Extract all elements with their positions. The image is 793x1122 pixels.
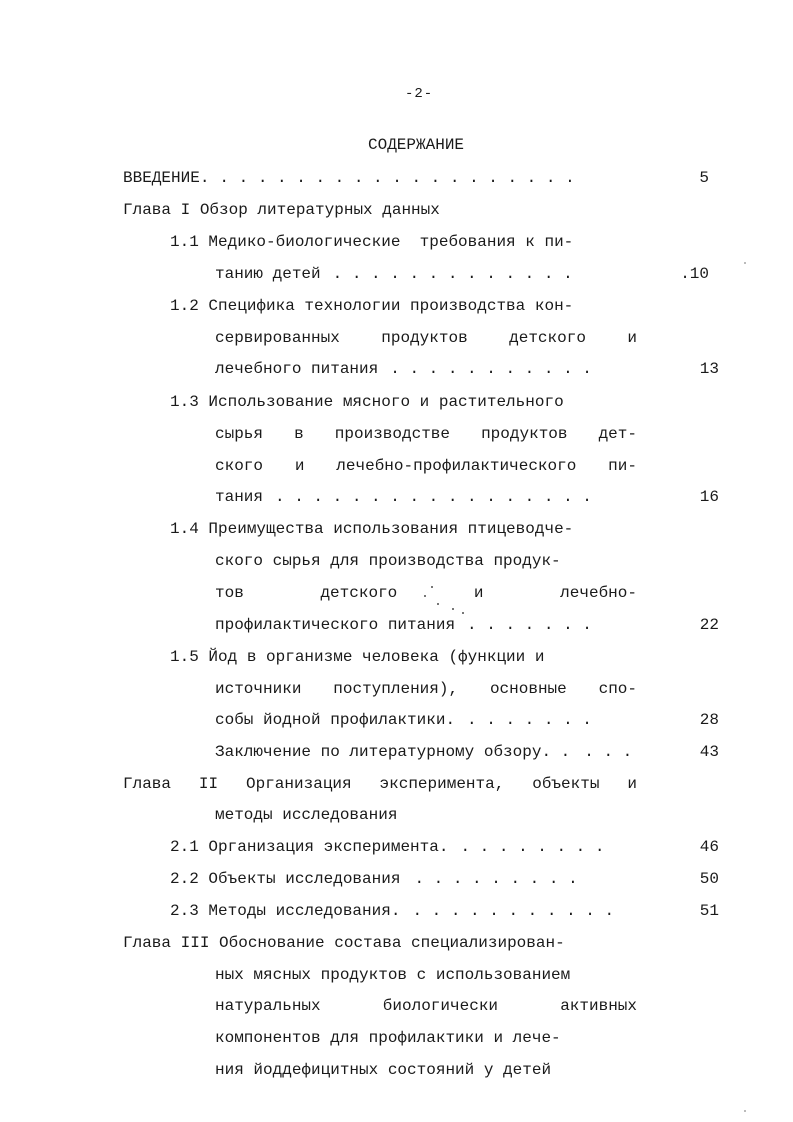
toc-entry-2-2 xyxy=(170,867,719,891)
toc-entry-2-3 xyxy=(170,899,719,923)
word: и xyxy=(473,584,484,602)
scan-speck xyxy=(744,1110,746,1112)
entry-title: 2.1 Организация эксперимента. xyxy=(170,838,449,856)
entry-page: 13 xyxy=(699,360,719,378)
toc-entry-1-2-line1: 1.2 Специфика технологии производства кон- xyxy=(170,297,574,315)
word: эксперимента, xyxy=(379,775,505,793)
entry-title: профилактического питания xyxy=(215,616,456,634)
scan-speck xyxy=(744,262,746,264)
toc-entry-1-4-line4 xyxy=(215,613,719,637)
word: натуральных xyxy=(215,997,321,1015)
word: детского xyxy=(509,329,586,347)
entry-page: 16 xyxy=(699,488,719,506)
toc-entry-1-5-line1: 1.5 Йод в организме человека (функции и xyxy=(170,648,545,666)
chapter-1-title: Глава I Обзор литературных данных xyxy=(123,201,440,219)
word: и xyxy=(294,457,305,475)
word: и xyxy=(627,329,637,347)
toc-entry-1-1-line1: 1.1 Медико-биологические требования к пи- xyxy=(170,233,574,251)
chapter-2-line1 xyxy=(123,772,637,796)
leader-dots: . . . . . . . . xyxy=(460,838,605,856)
word: дет- xyxy=(598,425,637,443)
toc-entry-1-2-line2 xyxy=(215,326,637,350)
word: Глава xyxy=(123,775,172,793)
entry-title: танию детей xyxy=(215,265,321,283)
toc-entry-1-3-line3 xyxy=(215,454,637,478)
word: объекты xyxy=(532,775,600,793)
entry-title: ВВЕДЕНИЕ. xyxy=(123,169,210,187)
word: продуктов xyxy=(481,425,568,443)
word: продуктов xyxy=(381,329,468,347)
chapter-3-line1: Глава III Обоснование состава специализирован- xyxy=(123,934,565,952)
toc-entry-conclusion xyxy=(215,740,719,764)
scan-speck xyxy=(452,608,454,610)
toc-entry-1-3-line2 xyxy=(215,422,637,446)
scan-speck xyxy=(431,586,433,588)
leader-dots: . . . . . . . . . . . . . . . . . . . xyxy=(219,169,575,187)
toc-entry-1-5-line2 xyxy=(215,677,637,701)
leader-dots: . . . . . . . . . . . . . xyxy=(332,265,573,283)
word: Организация xyxy=(246,775,352,793)
entry-title: 2.3 Методы исследования. xyxy=(170,902,401,920)
entry-title: лечебного питания xyxy=(215,360,379,378)
toc-entry-1-2-line3 xyxy=(215,357,719,381)
scan-speck xyxy=(437,603,439,605)
word: лечебно-профилактического xyxy=(336,457,577,475)
entry-title: 2.2 Объекты исследования xyxy=(170,870,401,888)
entry-title: собы йодной профилактики. xyxy=(215,711,456,729)
word: сервированных xyxy=(215,329,340,347)
word: поступления), xyxy=(333,680,459,698)
leader-dots: . . . . . . . xyxy=(467,711,592,729)
leader-dots: . . . . . . . xyxy=(467,616,592,634)
toc-entry-1-3-line1: 1.3 Использование мясного и растительного xyxy=(170,393,564,411)
toc-entry-1-4-line3 xyxy=(215,581,637,605)
toc-entry-1-1-line2 xyxy=(215,262,709,286)
leader-dots: . . . . . . . . . . . . . . . . . xyxy=(275,488,592,506)
entry-page: 51 xyxy=(699,902,719,920)
word: основные xyxy=(489,680,567,698)
word: детского xyxy=(320,584,398,602)
leader-dots: . . . . . . . . . xyxy=(414,870,578,888)
entry-page: 46 xyxy=(699,838,719,856)
entry-page: .10 xyxy=(680,265,709,283)
word: II xyxy=(198,775,219,793)
leader-dots: . . . . . . . . . . . xyxy=(412,902,615,920)
entry-page: 5 xyxy=(699,169,709,187)
toc-entry-1-4-line1: 1.4 Преимущества использования птицеводче- xyxy=(170,520,574,538)
word: пи- xyxy=(608,457,637,475)
word: в xyxy=(294,425,304,443)
word: лечебно- xyxy=(560,584,637,602)
chapter-3-line4: компонентов для профилактики и лече- xyxy=(215,1029,561,1047)
word: ского xyxy=(215,457,264,475)
toc-entry-1-4-line2: ского сырья для производства продук- xyxy=(215,552,561,570)
entry-page: 22 xyxy=(699,616,719,634)
word: производстве xyxy=(334,425,450,443)
entry-title: Заключение по литературному обзору. . xyxy=(215,743,571,761)
toc-entry-1-3-line4 xyxy=(215,485,719,509)
toc-entry-2-1 xyxy=(170,835,719,859)
entry-title: тания xyxy=(215,488,264,506)
chapter-2-line2: методы исследования xyxy=(215,806,398,824)
entry-page: 43 xyxy=(699,743,719,761)
chapter-3-line2: ных мясных продуктов с использованием xyxy=(215,966,571,984)
word: тов xyxy=(215,584,244,602)
toc-entry-1-5-line3 xyxy=(215,708,719,732)
word: биологически xyxy=(382,997,499,1015)
entry-page: 28 xyxy=(699,711,719,729)
entry-page: 50 xyxy=(699,870,719,888)
leader-dots: . . . xyxy=(584,743,633,761)
word: спо- xyxy=(598,680,637,698)
scan-speck xyxy=(462,612,464,614)
word: сырья xyxy=(215,425,264,443)
word: активных xyxy=(560,997,637,1015)
word: и xyxy=(627,775,637,793)
word: источники xyxy=(215,680,302,698)
scan-speck xyxy=(424,595,426,597)
toc-heading: СОДЕРЖАНИЕ xyxy=(368,136,465,154)
chapter-3-line3 xyxy=(215,994,637,1018)
chapter-3-line5: ния йоддефицитных состояний у детей xyxy=(215,1061,552,1079)
leader-dots: . . . . . . . . . . . xyxy=(390,360,592,378)
toc-entry-intro xyxy=(123,166,709,190)
page-number: -2- xyxy=(405,86,434,102)
